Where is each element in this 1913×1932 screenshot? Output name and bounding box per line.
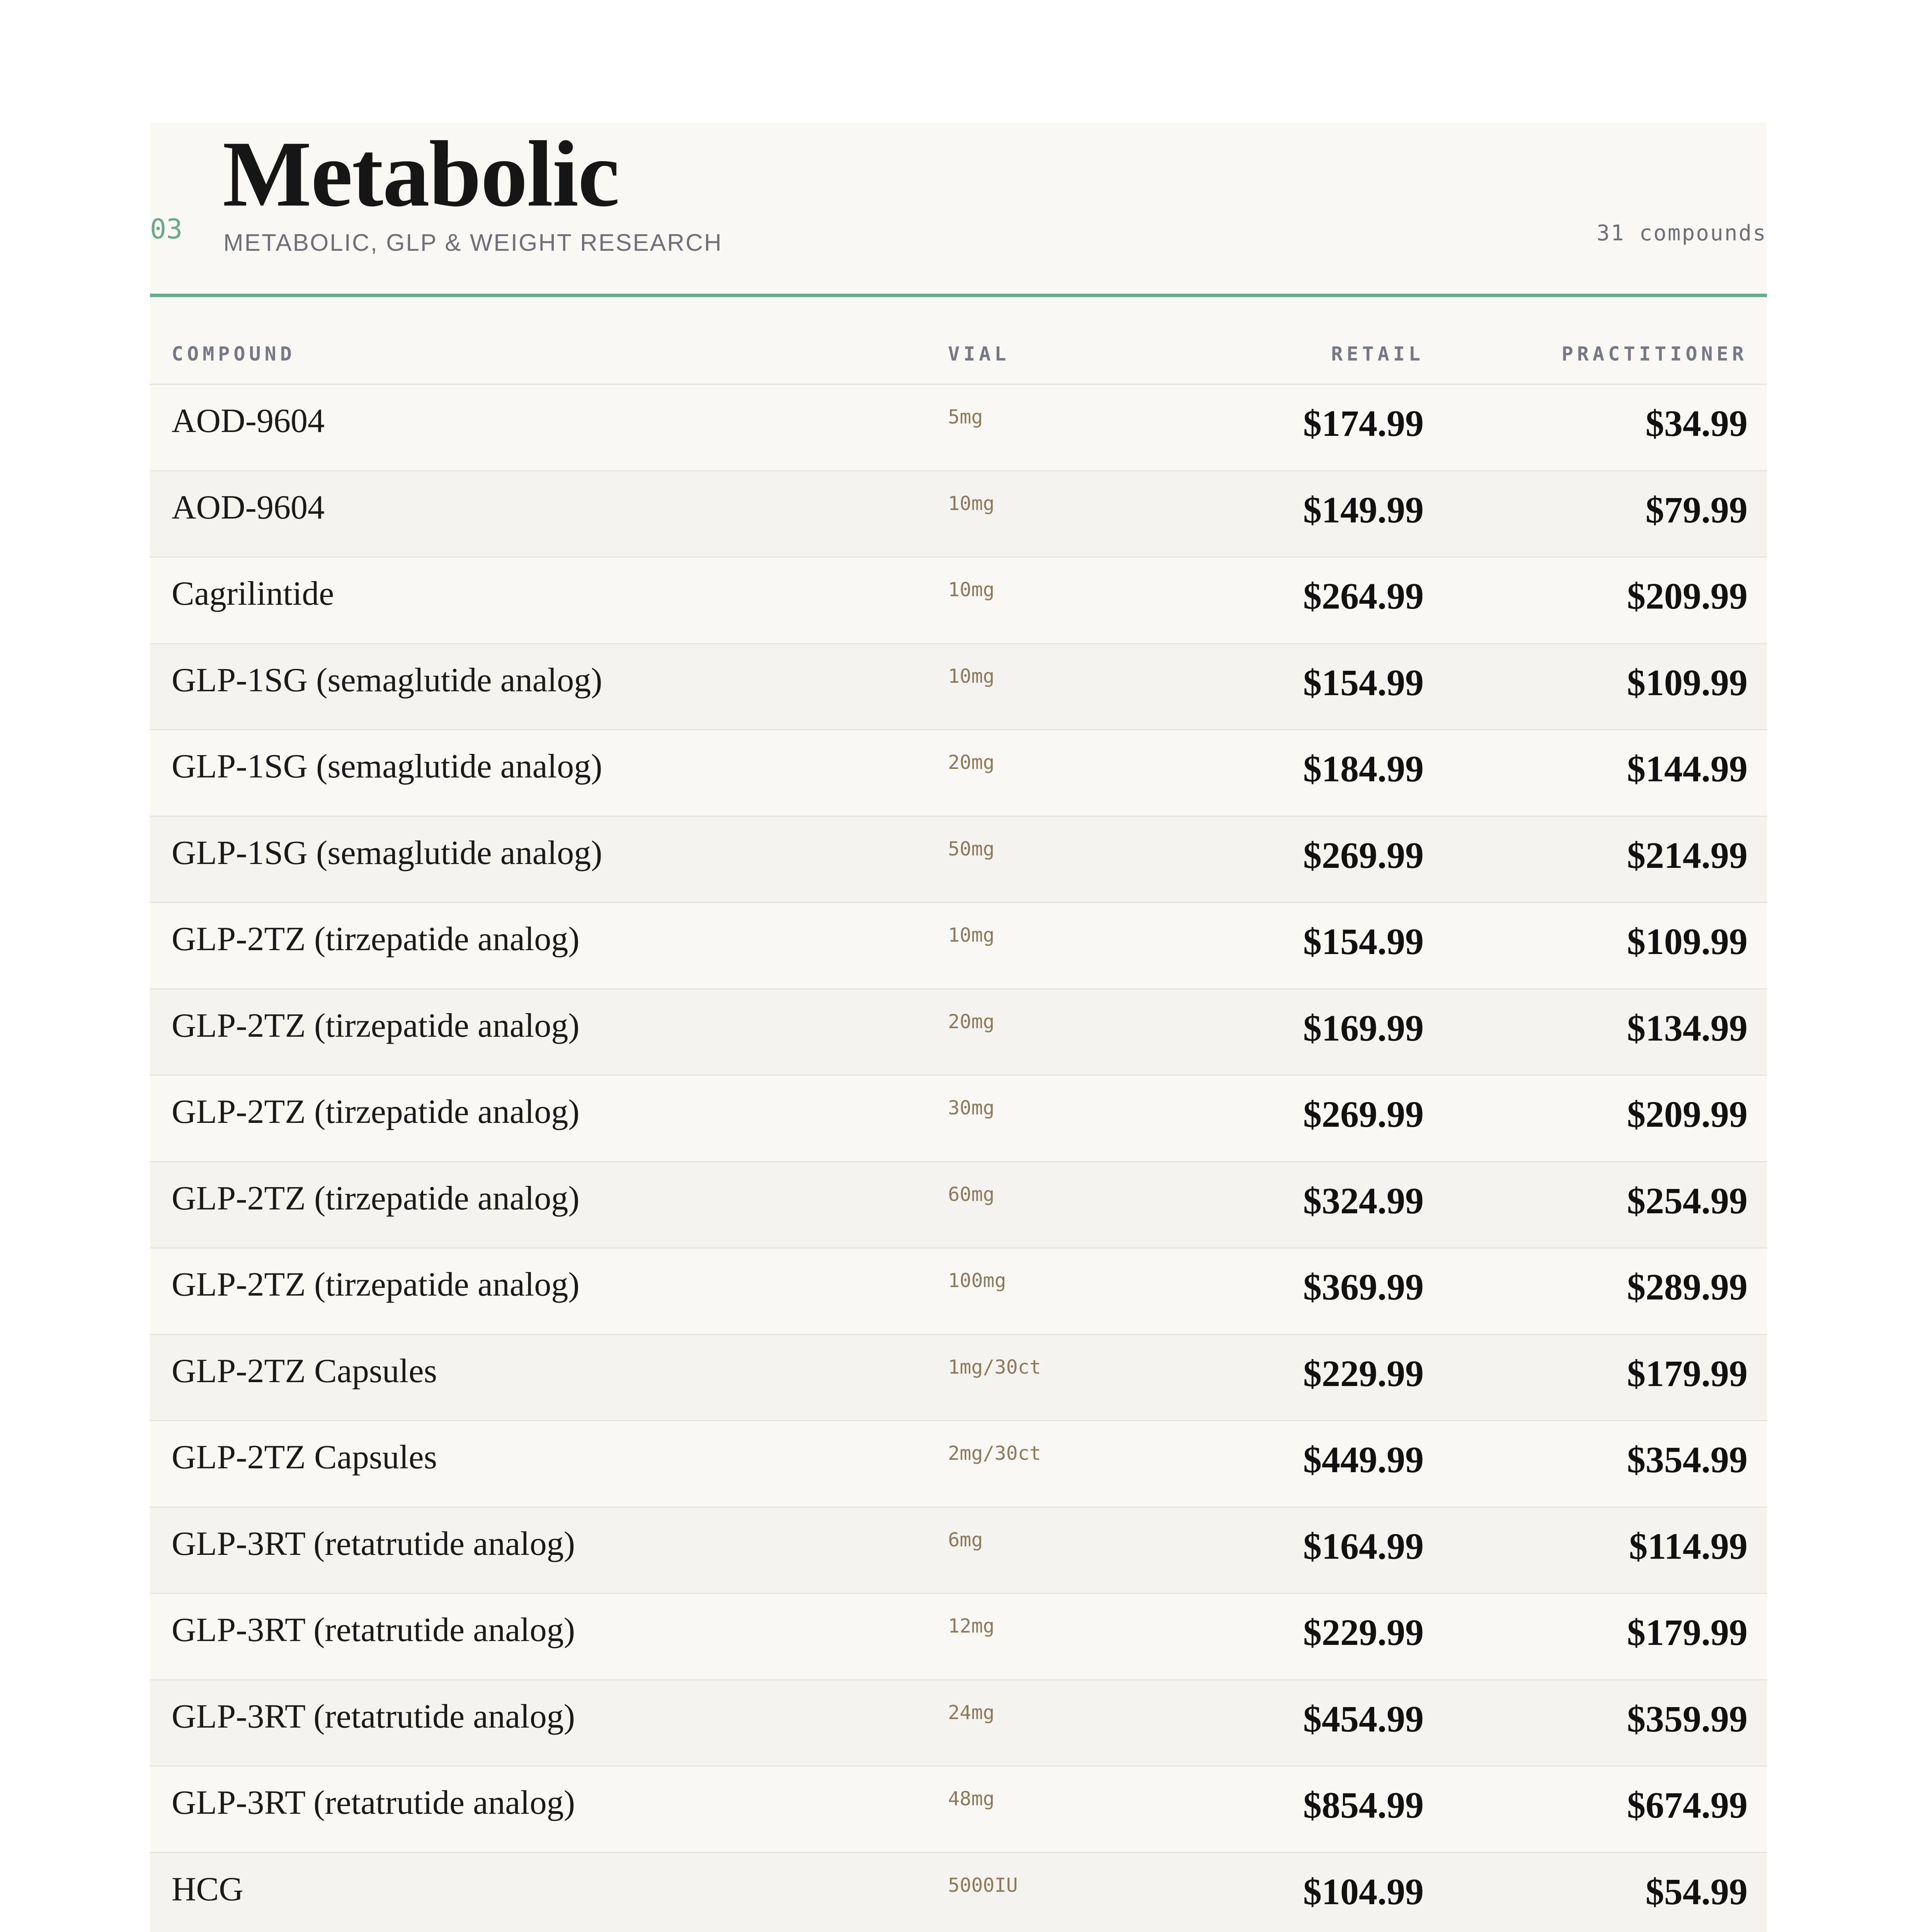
compound-name: GLP-3RT (retatrutide analog): [172, 1784, 575, 1821]
column-header-compound: COMPOUND: [172, 343, 296, 365]
practitioner-price: $144.99: [1627, 748, 1748, 789]
compound-name: AOD-9604: [172, 402, 325, 440]
practitioner-price: $79.99: [1646, 489, 1748, 531]
compound-name: AOD-9604: [172, 488, 325, 526]
retail-price: $269.99: [1303, 1094, 1424, 1135]
table-row: [150, 385, 1767, 471]
practitioner-price: $209.99: [1627, 1094, 1748, 1135]
vial-size: 60mg: [948, 1183, 995, 1206]
retail-price: $174.99: [1303, 403, 1424, 444]
header-divider: [150, 294, 1767, 297]
vial-size: 50mg: [948, 837, 995, 860]
vial-size: 10mg: [948, 924, 995, 946]
table-row: [150, 1076, 1767, 1162]
vial-size: 20mg: [948, 1010, 995, 1033]
vial-size: 10mg: [948, 665, 995, 687]
compound-name: GLP-1SG (semaglutide analog): [172, 834, 602, 872]
retail-price: $454.99: [1303, 1698, 1424, 1740]
vial-size: 48mg: [948, 1787, 995, 1810]
table-row: [150, 644, 1767, 731]
table-row: [150, 817, 1767, 903]
vial-size: 2mg/30ct: [948, 1442, 1041, 1464]
retail-price: $369.99: [1303, 1266, 1424, 1308]
vial-size: 5000IU: [948, 1874, 1018, 1896]
retail-price: $149.99: [1303, 489, 1424, 531]
table-row: [150, 558, 1767, 644]
section-number: 03: [150, 213, 183, 245]
table-row: [150, 1853, 1767, 1932]
practitioner-price: $34.99: [1646, 403, 1748, 444]
retail-price: $184.99: [1303, 748, 1424, 789]
retail-price: $229.99: [1303, 1612, 1424, 1653]
column-header-vial: VIAL: [948, 343, 1010, 365]
retail-price: $449.99: [1303, 1439, 1424, 1480]
practitioner-price: $254.99: [1627, 1180, 1748, 1221]
price-sheet: [150, 123, 1767, 1932]
vial-size: 1mg/30ct: [948, 1355, 1041, 1378]
compound-name: GLP-1SG (semaglutide analog): [172, 748, 602, 785]
table-row: [150, 1335, 1767, 1422]
table-row: [150, 903, 1767, 990]
practitioner-price: $54.99: [1646, 1871, 1748, 1912]
retail-price: $104.99: [1303, 1871, 1424, 1912]
table-header: [150, 297, 1767, 385]
vial-size: 24mg: [948, 1701, 995, 1724]
table-row: [150, 1508, 1767, 1594]
table-row: [150, 1248, 1767, 1335]
retail-price: $169.99: [1303, 1007, 1424, 1049]
retail-price: $269.99: [1303, 834, 1424, 876]
vial-size: 6mg: [948, 1528, 983, 1551]
retail-price: $324.99: [1303, 1180, 1424, 1221]
compound-name: GLP-1SG (semaglutide analog): [172, 661, 602, 699]
practitioner-price: $289.99: [1627, 1266, 1748, 1308]
retail-price: $154.99: [1303, 921, 1424, 962]
compound-count: 31 compounds: [1596, 221, 1767, 246]
practitioner-price: $109.99: [1627, 662, 1748, 703]
table-row: [150, 730, 1767, 817]
column-header-practitioner: PRACTITIONER: [1561, 343, 1748, 365]
compound-name: GLP-2TZ (tirzepatide analog): [172, 1093, 580, 1131]
practitioner-price: $134.99: [1627, 1007, 1748, 1049]
compound-name: GLP-2TZ Capsules: [172, 1439, 437, 1476]
vial-size: 100mg: [948, 1269, 1006, 1292]
section-title: Metabolic: [223, 122, 619, 226]
compound-name: HCG: [172, 1870, 243, 1908]
compound-name: GLP-2TZ Capsules: [172, 1352, 437, 1390]
practitioner-price: $354.99: [1627, 1439, 1748, 1480]
vial-size: 5mg: [948, 406, 983, 428]
table-body: [150, 385, 1767, 1932]
table-row: [150, 990, 1767, 1076]
vial-size: 12mg: [948, 1615, 995, 1637]
vial-size: 10mg: [948, 492, 995, 515]
vial-size: 30mg: [948, 1097, 995, 1119]
practitioner-price: $674.99: [1627, 1784, 1748, 1826]
retail-price: $164.99: [1303, 1525, 1424, 1567]
compound-name: Cagrilintide: [172, 575, 334, 612]
section-subtitle: METABOLIC, GLP & WEIGHT RESEARCH: [223, 230, 723, 256]
compound-name: GLP-2TZ (tirzepatide analog): [172, 1266, 580, 1303]
table-row: [150, 1680, 1767, 1767]
retail-price: $229.99: [1303, 1352, 1424, 1394]
table-row: [150, 1767, 1767, 1853]
table-row: [150, 1162, 1767, 1249]
compound-name: GLP-3RT (retatrutide analog): [172, 1697, 575, 1735]
practitioner-price: $359.99: [1627, 1698, 1748, 1740]
practitioner-price: $209.99: [1627, 575, 1748, 617]
table-row: [150, 471, 1767, 558]
compound-name: GLP-3RT (retatrutide analog): [172, 1611, 575, 1649]
compound-name: GLP-2TZ (tirzepatide analog): [172, 920, 580, 958]
retail-price: $854.99: [1303, 1784, 1424, 1826]
practitioner-price: $214.99: [1627, 834, 1748, 876]
compound-name: GLP-3RT (retatrutide analog): [172, 1525, 575, 1563]
vial-size: 20mg: [948, 751, 995, 774]
practitioner-price: $109.99: [1627, 921, 1748, 962]
practitioner-price: $179.99: [1627, 1612, 1748, 1653]
practitioner-price: $114.99: [1629, 1525, 1748, 1567]
section-header: [150, 123, 1767, 294]
table-row: [150, 1421, 1767, 1508]
compound-name: GLP-2TZ (tirzepatide analog): [172, 1007, 580, 1044]
table-row: [150, 1594, 1767, 1680]
column-header-retail: RETAIL: [1331, 343, 1424, 365]
retail-price: $154.99: [1303, 662, 1424, 703]
retail-price: $264.99: [1303, 575, 1424, 617]
practitioner-price: $179.99: [1627, 1352, 1748, 1394]
vial-size: 10mg: [948, 578, 995, 601]
compound-name: GLP-2TZ (tirzepatide analog): [172, 1179, 580, 1217]
